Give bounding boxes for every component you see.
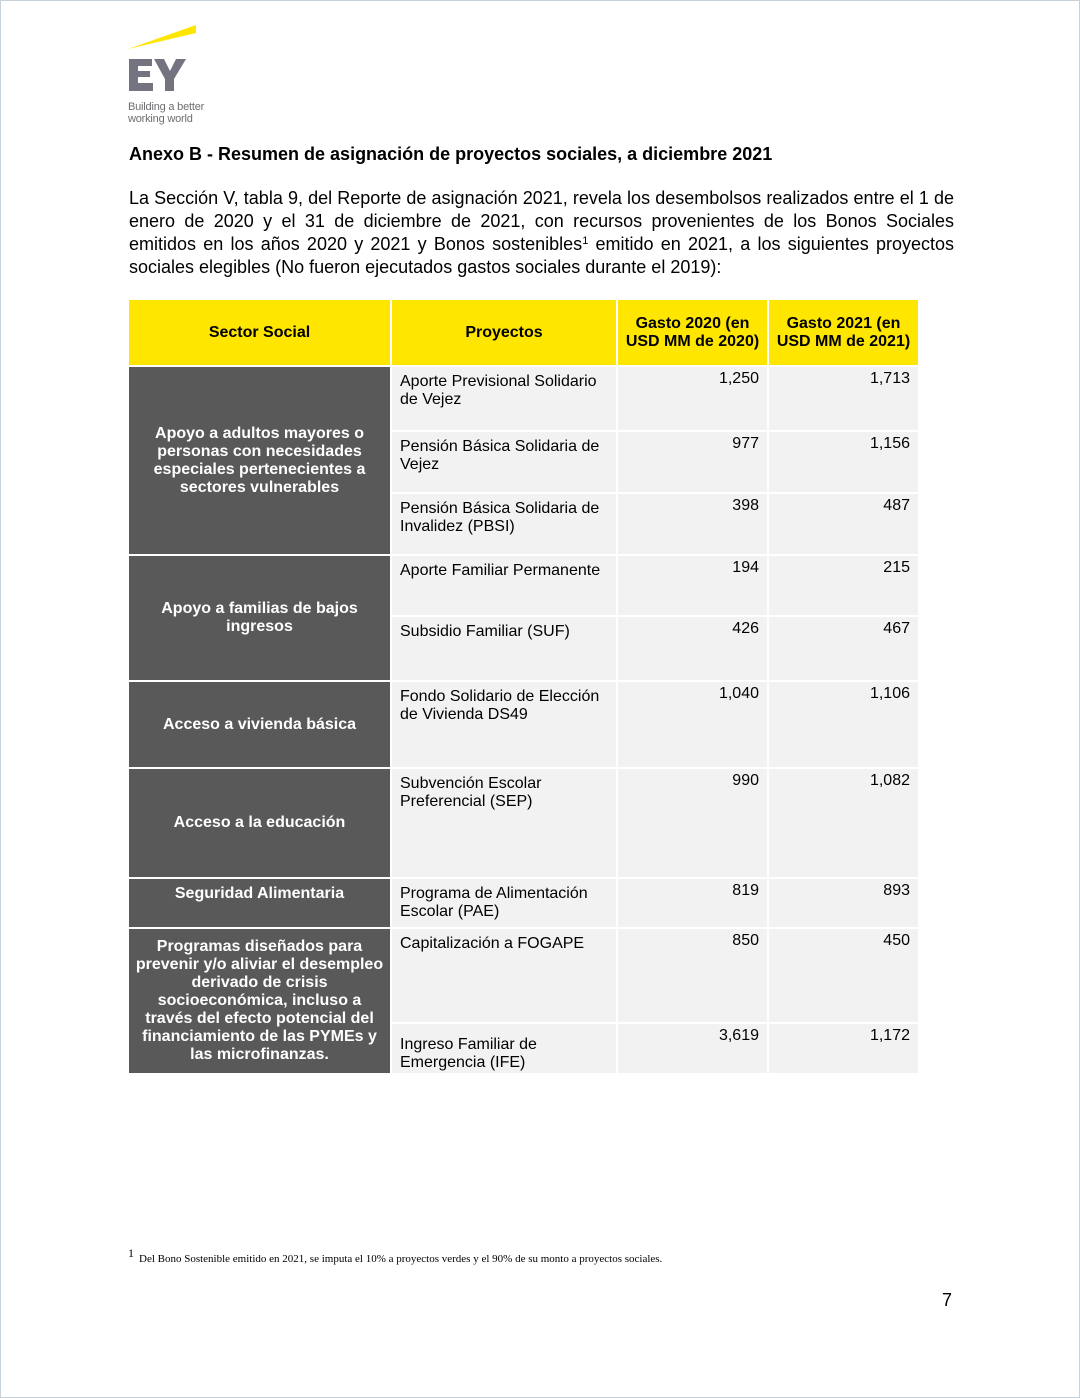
table-row	[129, 929, 918, 1022]
sector-cell: Apoyo a familias de bajos ingresos	[129, 556, 390, 680]
project-cell: Pensión Básica Solidaria de Invalidez (PBSI)	[392, 494, 616, 554]
sector-cell: Seguridad Alimentaria	[129, 879, 390, 927]
footnote-mark: 1	[128, 1246, 134, 1260]
intro-paragraph	[129, 187, 954, 279]
spend-2020-cell: 850	[618, 929, 767, 1022]
project-cell: Subvención Escolar Preferencial (SEP)	[392, 769, 616, 877]
ey-beam-icon	[128, 25, 196, 49]
sector-cell: Acceso a la educación	[129, 769, 390, 877]
project-cell: Fondo Solidario de Elección de Vivienda DS49	[392, 682, 616, 767]
spend-2021-cell: 215	[769, 556, 918, 615]
intro-text-part2: emitido en 2021, a los siguientes proyectos sociales elegibles (No fueron ejecutados gastos sociales durante el 2019):	[129, 234, 954, 277]
sector-cell: Programas diseñados para prevenir y/o aliviar el desempleo derivado de crisis socioeconómica, incluso a través del efecto potencial del financiamiento de las PYMEs y las microfinanzas.	[129, 929, 390, 1073]
spend-2021-cell: 1,156	[769, 432, 918, 492]
spend-2020-cell: 3,619	[618, 1024, 767, 1073]
page-number: 7	[942, 1290, 953, 1310]
spend-2021-cell: 450	[769, 929, 918, 1022]
header-sector: Sector Social	[129, 300, 390, 365]
spend-2021-cell: 1,082	[769, 769, 918, 877]
table-row	[129, 682, 918, 767]
project-cell: Pensión Básica Solidaria de Vejez	[392, 432, 616, 492]
spend-2021-cell: 1,713	[769, 367, 918, 430]
spend-2020-cell: 1,040	[618, 682, 767, 767]
project-cell: Aporte Familiar Permanente	[392, 556, 616, 615]
sector-cell: Acceso a vivienda básica	[129, 682, 390, 767]
spend-2021-cell: 893	[769, 879, 918, 927]
spend-2021-cell: 487	[769, 494, 918, 554]
spend-2020-cell: 990	[618, 769, 767, 877]
project-cell: Subsidio Familiar (SUF)	[392, 617, 616, 680]
table-row	[129, 879, 918, 927]
spend-2020-cell: 426	[618, 617, 767, 680]
spend-2020-cell: 398	[618, 494, 767, 554]
project-cell: Ingreso Familiar de Emergencia (IFE)	[392, 1024, 616, 1073]
project-cell: Programa de Alimentación Escolar (PAE)	[392, 879, 616, 927]
spend-2020-cell: 194	[618, 556, 767, 615]
project-cell: Aporte Previsional Solidario de Vejez	[392, 367, 616, 430]
spend-2020-cell: 977	[618, 432, 767, 492]
spend-2021-cell: 1,172	[769, 1024, 918, 1073]
annex-title: Anexo B - Resumen de asignación de proyectos sociales, a diciembre 2021	[129, 144, 773, 164]
table-row	[129, 367, 918, 430]
table-row	[129, 556, 918, 615]
table-row	[129, 769, 918, 877]
footnote	[128, 1246, 662, 1265]
footnote-reference[interactable]: 1	[582, 235, 589, 247]
ey-tagline	[128, 101, 204, 125]
sector-cell: Apoyo a adultos mayores o personas con necesidades especiales pertenecientes a sectores vulnerables	[129, 367, 390, 554]
spend-2020-cell: 819	[618, 879, 767, 927]
tagline-line-1: Building a better	[128, 101, 205, 113]
social-projects-table	[127, 298, 920, 1075]
intro-text-part1: La Sección V, tabla 9, del Reporte de asignación 2021, revela los desembolsos realizados entre el 1 de enero de 2020 y el 31 de diciembre de 2021, con recursos provenientes de los Bonos Sociales emitidos en los años 2020 y 2021 y Bonos sostenibles	[129, 188, 954, 254]
header-spend-2021: Gasto 2021 (en USD MM de 2021)	[769, 300, 918, 365]
spend-2021-cell: 467	[769, 617, 918, 680]
header-project: Proyectos	[392, 300, 616, 365]
spend-2020-cell: 1,250	[618, 367, 767, 430]
ey-letter-e	[129, 59, 153, 91]
project-cell: Capitalización a FOGAPE	[392, 929, 616, 1022]
footnote-text: Del Bono Sostenible emitido en 2021, se imputa el 10% a proyectos verdes y el 90% de su monto a proyectos sociales.	[139, 1253, 663, 1265]
header-spend-2020: Gasto 2020 (en USD MM de 2020)	[618, 300, 767, 365]
table-header-row	[129, 300, 918, 365]
ey-letter-y	[154, 59, 186, 91]
tagline-line-2: working world	[128, 113, 193, 125]
spend-2021-cell: 1,106	[769, 682, 918, 767]
